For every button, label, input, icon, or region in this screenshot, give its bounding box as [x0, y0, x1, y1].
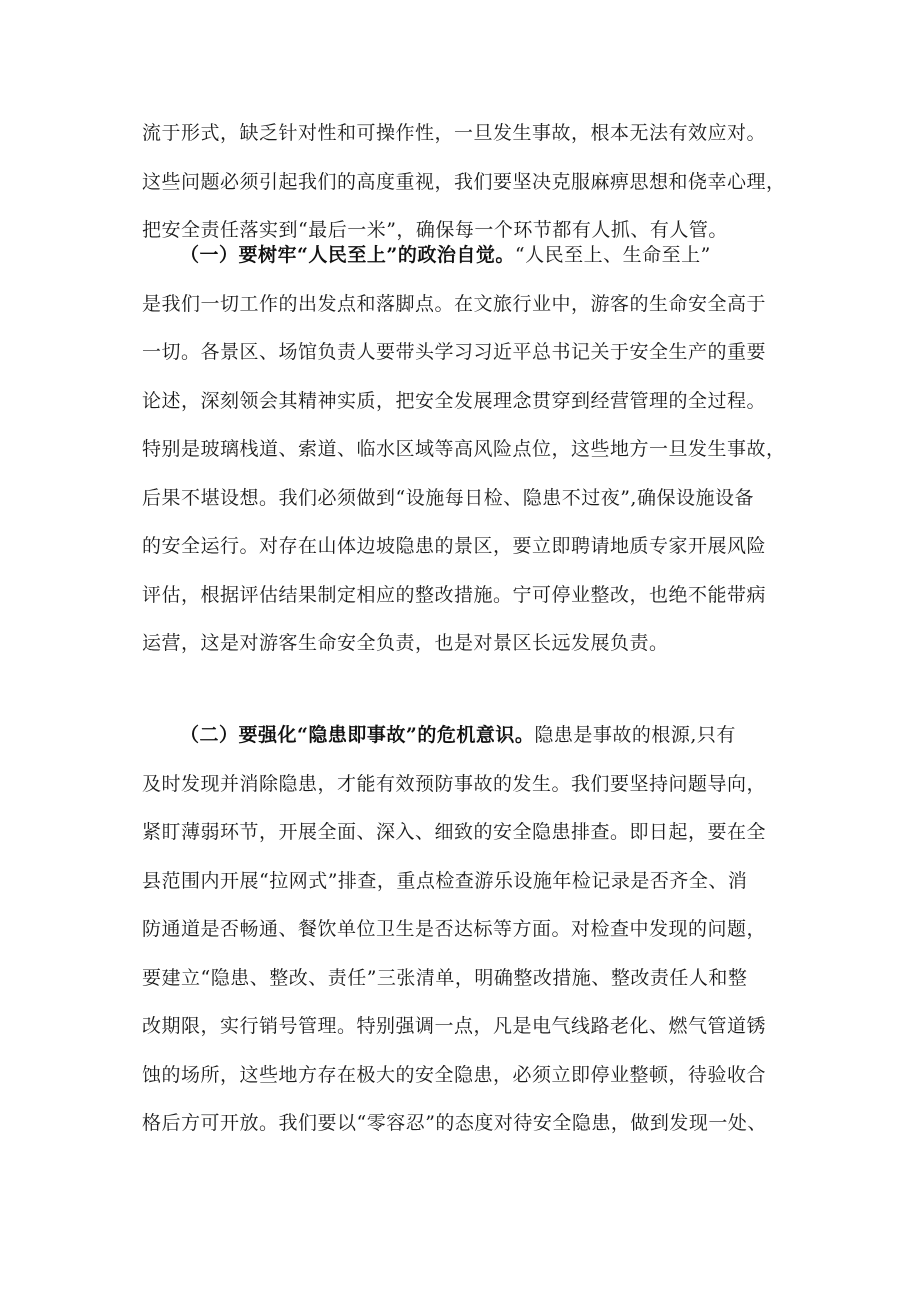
text-fragment: 隐患是事故的根源,只有: [534, 724, 736, 746]
section-heading-two: （二）要强化“隐患即事故”的危机意识。: [180, 724, 535, 746]
text-line: 及时发现并消除隐患，才能有效预防事故的发生。我们要坚持问题导向，: [142, 772, 767, 795]
text-line: 后果不堪设想。我们必须做到“设施每日检、隐患不过夜”,确保设施设备: [142, 486, 754, 509]
text-line: 评估，根据评估结果制定相应的整改措施。宁可停业整改，也绝不能带病: [142, 583, 767, 606]
text-line: 格后方可开放。我们要以“零容忍”的态度对待安全隐患，做到发现一处、: [142, 1112, 767, 1134]
text-line: 特别是玻璃栈道、索道、临水区域等高风险点位，这些地方一旦发生事故，: [142, 438, 786, 460]
text-line: 是我们一切工作的出发点和落脚点。在文旅行业中，游客的生命安全高于: [142, 292, 767, 315]
paragraph-section-two: [142, 711, 782, 1148]
text-line: 紧盯薄弱环节，开展全面、深入、细致的安全隐患排查。即日起，要在全: [142, 821, 767, 843]
text-line: 要建立“隐患、整改、责任”三张清单，明确整改措施、整改责任人和整: [142, 966, 748, 989]
text-line: 防通道是否畅通、餐饮单位卫生是否达标等方面。对检查中发现的问题，: [142, 918, 767, 940]
text-line: 的安全运行。对存在山体边坡隐患的景区，要立即聘请地质专家开展风险: [142, 535, 767, 557]
text-line: 县范围内开展“拉网式”排查，重点检查游乐设施年检记录是否齐全、消: [142, 869, 748, 892]
text-line: 这些问题必须引起我们的高度重视，我们要坚决克服麻痹思想和侥幸心理，: [142, 170, 786, 193]
paragraph-first-line: [142, 231, 782, 280]
paragraph-section-one: [142, 231, 786, 668]
text-line: 流于形式，缺乏针对性和可操作性，一旦发生事故，根本无法有效应对。: [142, 122, 767, 144]
text-line: 一切。各景区、场馆负责人要带头学习习近平总书记关于安全生产的重要: [142, 341, 767, 363]
text-line: 改期限，实行销号管理。特别强调一点，凡是电气线路老化、燃气管道锈: [142, 1015, 767, 1037]
text-line: 论述，深刻领会其精神实质，把安全发展理念贯穿到经营管理的全过程。: [142, 389, 767, 412]
text-line: 运营，这是对游客生命安全负责，也是对景区长远发展负责。: [142, 632, 669, 654]
section-heading-one: （一）要树牢“人民至上”的政治自觉。: [180, 244, 515, 266]
text-fragment: “人民至上、生命至上”: [514, 244, 711, 266]
text-line: 蚀的场所，这些地方存在极大的安全隐患，必须立即停业整顿，待验收合: [142, 1063, 767, 1086]
text-line: 把安全责任落实到“最后一米”，确保每一个环节都有人抓、有人管。: [142, 219, 728, 241]
paragraph-first-line: [142, 711, 782, 760]
